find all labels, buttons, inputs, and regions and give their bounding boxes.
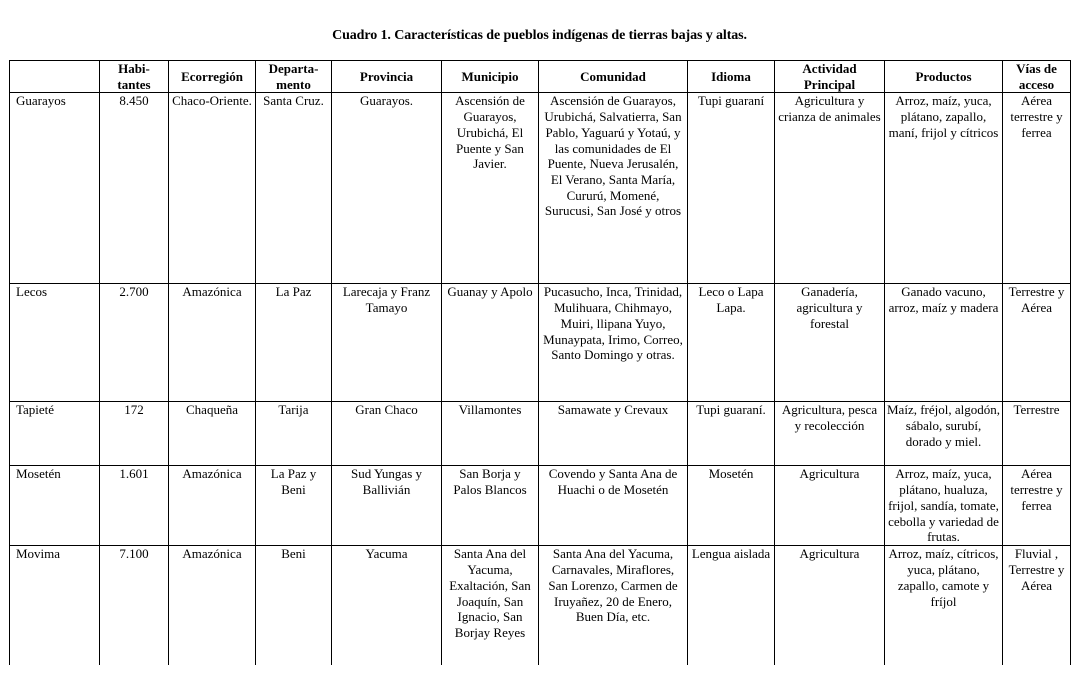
cell-pueblo: Guarayos [10, 93, 100, 284]
cell-actividad: Agricultura y crianza de animales [775, 93, 885, 284]
cell-comunidad: Santa Ana del Yacuma, Carnavales, Miraflores, San Lorenzo, Carmen de Iruyañez, 20 de Enero, Buen Día, etc. [539, 546, 688, 666]
table-row [10, 284, 1071, 402]
cell-vias: Fluvial , Terrestre y Aérea [1003, 546, 1071, 666]
cell-vias: Aérea terrestre y ferrea [1003, 466, 1071, 546]
header-ecorregion: Ecorregión [169, 61, 256, 93]
cell-idioma: Lengua aislada [688, 546, 775, 666]
cell-provincia: Sud Yungas y Ballivián [332, 466, 442, 546]
cell-productos: Arroz, maíz, cítricos, yuca, plátano, zapallo, camote y fríjol [885, 546, 1003, 666]
cell-provincia: Gran Chaco [332, 402, 442, 466]
header-productos: Productos [885, 61, 1003, 93]
cell-municipio: Santa Ana del Yacuma, Exaltación, San Joaquín, San Ignacio, San Borjay Reyes [442, 546, 539, 666]
cell-pueblo: Lecos [10, 284, 100, 402]
header-actividad: Actividad Principal [775, 61, 885, 93]
cell-vias: Aérea terrestre y ferrea [1003, 93, 1071, 284]
cell-comunidad: Covendo y Santa Ana de Huachi o de Mosetén [539, 466, 688, 546]
cell-idioma: Tupi guaraní. [688, 402, 775, 466]
cell-vias: Terrestre [1003, 402, 1071, 466]
cell-municipio: Ascensión de Guarayos, Urubichá, El Puente y San Javier. [442, 93, 539, 284]
cell-comunidad: Samawate y Crevaux [539, 402, 688, 466]
cell-provincia: Yacuma [332, 546, 442, 666]
cell-provincia: Guarayos. [332, 93, 442, 284]
header-pueblo [10, 61, 100, 93]
cell-municipio: Guanay y Apolo [442, 284, 539, 402]
table-row [10, 402, 1071, 466]
cell-actividad: Agricultura, pesca y recolección [775, 402, 885, 466]
cell-vias: Terrestre y Aérea [1003, 284, 1071, 402]
cell-ecorregion: Amazónica [169, 284, 256, 402]
cell-comunidad: Pucasucho, Inca, Trinidad, Mulihuara, Chihmayo, Muiri, llipana Yuyo, Munaypata, Irimo, Correo, Santo Domingo y otras. [539, 284, 688, 402]
cell-provincia: Larecaja y Franz Tamayo [332, 284, 442, 402]
cell-departamento: Beni [256, 546, 332, 666]
cell-pueblo: Movima [10, 546, 100, 666]
cell-idioma: Mosetén [688, 466, 775, 546]
cell-ecorregion: Chaco-Oriente. [169, 93, 256, 284]
table-row [10, 546, 1071, 666]
cell-productos: Arroz, maíz, yuca, plátano, hualuza, frijol, sandía, tomate, cebolla y variedad de frutas. [885, 466, 1003, 546]
cell-habitantes: 7.100 [100, 546, 169, 666]
cell-departamento: Santa Cruz. [256, 93, 332, 284]
table-caption: Cuadro 1. Características de pueblos indígenas de tierras bajas y altas. [332, 28, 747, 43]
cell-habitantes: 8.450 [100, 93, 169, 284]
cell-habitantes: 1.601 [100, 466, 169, 546]
cell-departamento: La Paz [256, 284, 332, 402]
cell-ecorregion: Chaqueña [169, 402, 256, 466]
cell-idioma: Leco o Lapa Lapa. [688, 284, 775, 402]
table-row [10, 466, 1071, 546]
cell-habitantes: 172 [100, 402, 169, 466]
header-row [10, 61, 1071, 93]
cell-actividad: Agricultura [775, 466, 885, 546]
header-vias: Vías de acceso [1003, 61, 1071, 93]
cell-pueblo: Mosetén [10, 466, 100, 546]
cell-ecorregion: Amazónica [169, 546, 256, 666]
header-idioma: Idioma [688, 61, 775, 93]
cell-pueblo: Tapieté [10, 402, 100, 466]
cell-productos: Maíz, fréjol, algodón, sábalo, surubí, dorado y miel. [885, 402, 1003, 466]
cell-ecorregion: Amazónica [169, 466, 256, 546]
cell-departamento: La Paz y Beni [256, 466, 332, 546]
header-departamento: Departa-mento [256, 61, 332, 93]
cell-municipio: San Borja y Palos Blancos [442, 466, 539, 546]
header-habitantes: Habi-tantes [100, 61, 169, 93]
header-provincia: Provincia [332, 61, 442, 93]
cell-idioma: Tupi guaraní [688, 93, 775, 284]
cell-municipio: Villamontes [442, 402, 539, 466]
cell-comunidad: Ascensión de Guarayos, Urubichá, Salvatierra, San Pablo, Yaguarú y Yotaú, y las comunidades de El Puente, Nueva Jerusalén, El Verano, Santa María, Cururú, Momené, Surucusi, San José y otros [539, 93, 688, 284]
table-row [10, 93, 1071, 284]
header-municipio: Municipio [442, 61, 539, 93]
cell-habitantes: 2.700 [100, 284, 169, 402]
cell-actividad: Agricultura [775, 546, 885, 666]
cell-departamento: Tarija [256, 402, 332, 466]
indigenous-peoples-table [9, 60, 1071, 665]
cell-actividad: Ganadería, agricultura y forestal [775, 284, 885, 402]
cell-productos: Ganado vacuno, arroz, maíz y madera [885, 284, 1003, 402]
cell-productos: Arroz, maíz, yuca, plátano, zapallo, maní, frijol y cítricos [885, 93, 1003, 284]
header-comunidad: Comunidad [539, 61, 688, 93]
